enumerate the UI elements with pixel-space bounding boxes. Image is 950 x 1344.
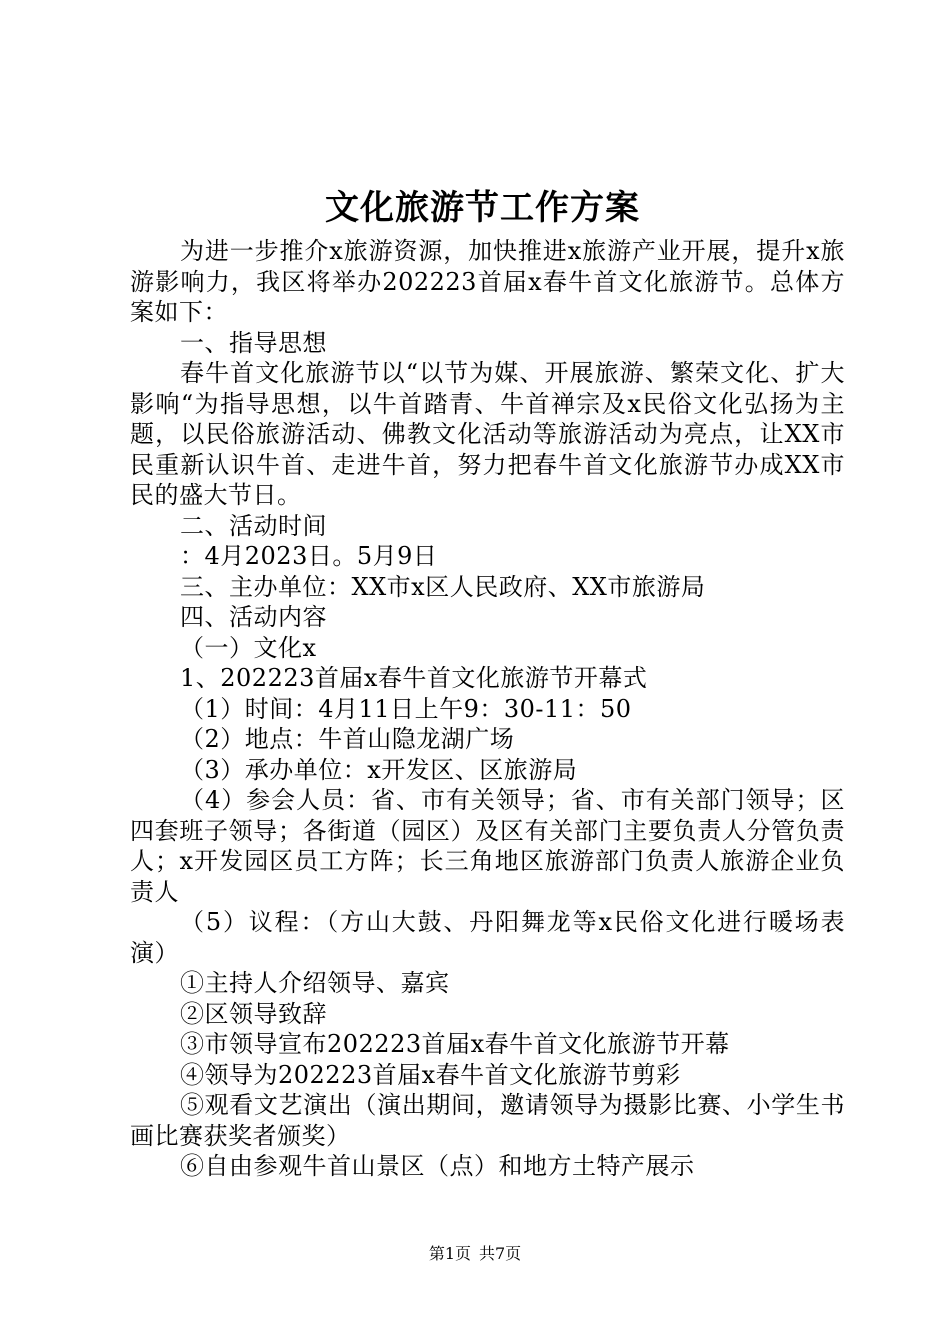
list-item: （3）承办单位：x开发区、区旅游局 xyxy=(180,755,578,784)
list-item: ⑥自由参观牛首山景区（点）和地方土特产展示 xyxy=(180,1152,695,1180)
list-item: （1）时间：4月11日上午9：30-11：50 xyxy=(180,694,632,723)
list-item: ⑤观看文艺演出（演出期间，邀请领导为摄影比赛、小学生书画比赛获奖者颁奖） xyxy=(130,1091,845,1150)
document-body xyxy=(130,182,845,1182)
list-item: （2）地点：牛首山隐龙湖广场 xyxy=(180,725,515,753)
page-total: 共7页 xyxy=(479,1244,522,1263)
list-item: ②区领导致辞 xyxy=(180,999,327,1028)
list-item: ④领导为202223首届x春牛首文化旅游节剪彩 xyxy=(180,1060,681,1089)
section-heading: 四、活动内容 xyxy=(180,603,327,631)
document-title: 文化旅游节工作方案 xyxy=(325,188,640,228)
page-footer xyxy=(0,1243,950,1265)
page-number: 第1页 xyxy=(428,1244,471,1263)
paragraph: ：4月2023日。5月9日 xyxy=(180,542,438,570)
section-heading: 二、活动时间 xyxy=(180,511,327,540)
list-item: ③市领导宣布202223首届x春牛首文化旅游节开幕 xyxy=(180,1030,730,1058)
list-item: ①主持人介绍领导、嘉宾 xyxy=(180,969,450,997)
list-item: （5）议程：（方山大鼓、丹阳舞龙等x民俗文化进行暖场表演） xyxy=(130,908,845,967)
subsection-heading: （一）文化x xyxy=(180,633,317,662)
section-heading: 三、主办单位：XX市x区人民政府、XX市旅游局 xyxy=(180,572,706,601)
section-heading: 一、指导思想 xyxy=(180,328,327,357)
paragraph: 春牛首文化旅游节以“以节为媒、开展旅游、繁荣文化、扩大影响“为指导思想，以牛首踏青、牛首禅宗及x民俗文化弘扬为主题，以民俗旅游活动、佛教文化活动等旅游活动为亮点，让XX市民重新认识牛首、走进牛首，努力把春牛首文化旅游节办成XX市民的盛大节日。 xyxy=(130,359,845,509)
list-item: 1、202223首届x春牛首文化旅游节开幕式 xyxy=(180,664,648,692)
paragraph: 为进一步推介x旅游资源，加快推进x旅游产业开展，提升x旅游影响力，我区将举办202223首届x春牛首文化旅游节。总体方案如下： xyxy=(130,237,845,326)
list-item: （4）参会人员：省、市有关领导；省、市有关部门领导；区四套班子领导；各街道（园区）及区有关部门主要负责人分管负责人；x开发园区员工方阵；长三角地区旅游部门负责人旅游企业负责人 xyxy=(130,786,845,906)
